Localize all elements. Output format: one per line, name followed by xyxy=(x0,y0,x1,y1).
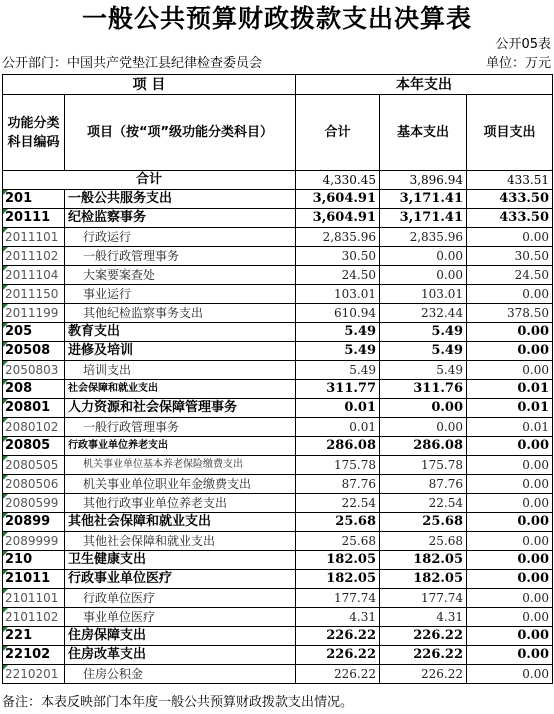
row-basic: 2,835.96 xyxy=(380,228,467,247)
row-project: 433.50 xyxy=(467,209,553,228)
row-total: 0.01 xyxy=(296,399,380,418)
row-code: 2080102 xyxy=(3,418,65,437)
table-row xyxy=(3,475,553,494)
table-row xyxy=(3,190,553,209)
row-total: 177.74 xyxy=(296,589,380,608)
table-row xyxy=(3,399,553,418)
row-total: 5.49 xyxy=(296,361,380,380)
row-total: 5.49 xyxy=(296,323,380,342)
row-project: 0.00 xyxy=(467,494,553,513)
table-row xyxy=(3,304,553,323)
row-total: 3,604.91 xyxy=(296,190,380,209)
row-code: 2080599 xyxy=(3,494,65,513)
row-project: 0.00 xyxy=(467,323,553,342)
row-name: 一般行政管理事务 xyxy=(65,418,296,437)
row-project: 0.00 xyxy=(467,342,553,361)
row-total: 182.05 xyxy=(296,570,380,589)
row-name: 其他纪检监察事务支出 xyxy=(65,304,296,323)
row-name: 卫生健康支出 xyxy=(65,551,296,570)
footnote: 备注：本表反映部门本年度一般公共预算财政拨款支出情况。 xyxy=(2,695,354,710)
total-basic: 3,896.94 xyxy=(380,171,467,190)
row-project: 24.50 xyxy=(467,266,553,285)
row-name: 纪检监察事务 xyxy=(65,209,296,228)
row-basic: 25.68 xyxy=(380,532,467,551)
row-code: 2210201 xyxy=(3,665,65,684)
row-basic: 232.44 xyxy=(380,304,467,323)
row-project: 0.00 xyxy=(467,456,553,475)
table-row xyxy=(3,361,553,380)
row-total: 2,835.96 xyxy=(296,228,380,247)
row-project: 0.00 xyxy=(467,285,553,304)
row-code: 221 xyxy=(3,627,65,646)
row-code: 20508 xyxy=(3,342,65,361)
row-code: 2101102 xyxy=(3,608,65,627)
header-total: 合计 xyxy=(296,95,380,171)
header-basic: 基本支出 xyxy=(380,95,467,171)
row-total: 103.01 xyxy=(296,285,380,304)
row-project: 0.00 xyxy=(467,570,553,589)
row-project: 0.01 xyxy=(467,399,553,418)
row-basic: 226.22 xyxy=(380,627,467,646)
row-code: 201 xyxy=(3,190,65,209)
row-basic: 0.00 xyxy=(380,418,467,437)
row-total: 5.49 xyxy=(296,342,380,361)
table-row xyxy=(3,285,553,304)
header-this-year: 本年支出 xyxy=(296,75,553,95)
row-project: 433.50 xyxy=(467,190,553,209)
total-row xyxy=(3,171,553,190)
row-name: 其他社会保障和就业支出 xyxy=(65,513,296,532)
row-name: 行政事业单位养老支出 xyxy=(65,437,296,456)
table-row xyxy=(3,437,553,456)
row-total: 286.08 xyxy=(296,437,380,456)
row-basic: 103.01 xyxy=(380,285,467,304)
row-total: 25.68 xyxy=(296,532,380,551)
table-row xyxy=(3,418,553,437)
row-basic: 5.49 xyxy=(380,323,467,342)
row-project: 0.00 xyxy=(467,665,553,684)
row-total: 311.77 xyxy=(296,380,380,399)
row-name: 机关事业单位基本养老保险缴费支出 xyxy=(65,456,296,475)
total-total: 4,330.45 xyxy=(296,171,380,190)
row-basic: 3,171.41 xyxy=(380,190,467,209)
row-total: 182.05 xyxy=(296,551,380,570)
row-project: 378.50 xyxy=(467,304,553,323)
unit-label: 单位：万元 xyxy=(485,56,551,71)
row-basic: 5.49 xyxy=(380,361,467,380)
row-code: 2080506 xyxy=(3,475,65,494)
row-name: 事业单位医疗 xyxy=(65,608,296,627)
row-total: 30.50 xyxy=(296,247,380,266)
table-row xyxy=(3,665,553,684)
row-total: 0.01 xyxy=(296,418,380,437)
report-title: 一般公共预算财政拨款支出决算表 xyxy=(81,4,472,33)
row-project: 0.00 xyxy=(467,228,553,247)
row-total: 175.78 xyxy=(296,456,380,475)
row-code: 2089999 xyxy=(3,532,65,551)
row-code: 205 xyxy=(3,323,65,342)
row-code: 20801 xyxy=(3,399,65,418)
row-code: 2101101 xyxy=(3,589,65,608)
row-basic: 226.22 xyxy=(380,646,467,665)
table-row xyxy=(3,532,553,551)
row-code: 2011199 xyxy=(3,304,65,323)
table-row xyxy=(3,570,553,589)
table-row xyxy=(3,342,553,361)
header-code: 功能分类科目编码 xyxy=(3,95,65,171)
table-row xyxy=(3,247,553,266)
row-project: 0.00 xyxy=(467,551,553,570)
row-project: 0.00 xyxy=(467,589,553,608)
row-total: 226.22 xyxy=(296,665,380,684)
row-total: 3,604.91 xyxy=(296,209,380,228)
row-basic: 182.05 xyxy=(380,551,467,570)
row-name: 教育支出 xyxy=(65,323,296,342)
row-basic: 175.78 xyxy=(380,456,467,475)
row-project: 0.00 xyxy=(467,646,553,665)
row-basic: 87.76 xyxy=(380,475,467,494)
row-code: 2011101 xyxy=(3,228,65,247)
row-name: 行政运行 xyxy=(65,228,296,247)
row-code: 210 xyxy=(3,551,65,570)
row-total: 226.22 xyxy=(296,627,380,646)
row-total: 22.54 xyxy=(296,494,380,513)
row-code: 2080505 xyxy=(3,456,65,475)
row-name: 一般行政管理事务 xyxy=(65,247,296,266)
row-code: 20111 xyxy=(3,209,65,228)
row-code: 2011150 xyxy=(3,285,65,304)
expenditure-table xyxy=(2,74,553,684)
row-basic: 0.00 xyxy=(380,247,467,266)
row-name: 住房保障支出 xyxy=(65,627,296,646)
form-number: 公开05表 xyxy=(495,37,551,52)
department-label: 公开部门：中国共产党垫江县纪律检查委员会 xyxy=(2,56,263,71)
row-project: 30.50 xyxy=(467,247,553,266)
header-project-exp: 项目支出 xyxy=(467,95,553,171)
row-basic: 25.68 xyxy=(380,513,467,532)
table-row xyxy=(3,209,553,228)
row-project: 0.01 xyxy=(467,418,553,437)
row-project: 0.01 xyxy=(467,380,553,399)
row-basic: 3,171.41 xyxy=(380,209,467,228)
table-row xyxy=(3,627,553,646)
row-basic: 311.76 xyxy=(380,380,467,399)
row-project: 0.00 xyxy=(467,513,553,532)
row-name: 大案要案查处 xyxy=(65,266,296,285)
row-name: 行政事业单位医疗 xyxy=(65,570,296,589)
table-row xyxy=(3,513,553,532)
row-name: 住房公积金 xyxy=(65,665,296,684)
row-code: 2011102 xyxy=(3,247,65,266)
row-name: 其他社会保障和就业支出 xyxy=(65,532,296,551)
row-name: 培训支出 xyxy=(65,361,296,380)
row-code: 208 xyxy=(3,380,65,399)
table-row xyxy=(3,323,553,342)
row-basic: 286.08 xyxy=(380,437,467,456)
row-code: 20805 xyxy=(3,437,65,456)
row-basic: 22.54 xyxy=(380,494,467,513)
row-name: 其他行政事业单位养老支出 xyxy=(65,494,296,513)
table-row xyxy=(3,646,553,665)
table-row xyxy=(3,456,553,475)
table-row xyxy=(3,266,553,285)
row-name: 一般公共服务支出 xyxy=(65,190,296,209)
row-code: 22102 xyxy=(3,646,65,665)
row-project: 0.00 xyxy=(467,361,553,380)
row-name: 事业运行 xyxy=(65,285,296,304)
header-name: 项目（按“项”级功能分类科目） xyxy=(65,95,296,171)
row-total: 610.94 xyxy=(296,304,380,323)
row-name: 住房改革支出 xyxy=(65,646,296,665)
table-row xyxy=(3,494,553,513)
row-basic: 0.00 xyxy=(380,266,467,285)
row-name: 社会保障和就业支出 xyxy=(65,380,296,399)
total-project: 433.51 xyxy=(467,171,553,190)
row-project: 0.00 xyxy=(467,475,553,494)
row-basic: 226.22 xyxy=(380,665,467,684)
table-row xyxy=(3,551,553,570)
row-name: 进修及培训 xyxy=(65,342,296,361)
table-row xyxy=(3,589,553,608)
row-project: 0.00 xyxy=(467,627,553,646)
row-code: 20899 xyxy=(3,513,65,532)
row-basic: 5.49 xyxy=(380,342,467,361)
row-code: 2050803 xyxy=(3,361,65,380)
row-basic: 177.74 xyxy=(380,589,467,608)
row-name: 机关事业单位职业年金缴费支出 xyxy=(65,475,296,494)
total-label: 合计 xyxy=(3,171,296,190)
row-project: 0.00 xyxy=(467,437,553,456)
table-row xyxy=(3,380,553,399)
row-name: 人力资源和社会保障管理事务 xyxy=(65,399,296,418)
row-name: 行政单位医疗 xyxy=(65,589,296,608)
row-code: 2011104 xyxy=(3,266,65,285)
table-row xyxy=(3,228,553,247)
row-total: 226.22 xyxy=(296,646,380,665)
row-total: 87.76 xyxy=(296,475,380,494)
row-project: 0.00 xyxy=(467,608,553,627)
row-code: 21011 xyxy=(3,570,65,589)
header-project: 项 目 xyxy=(3,75,296,95)
row-basic: 182.05 xyxy=(380,570,467,589)
table-row xyxy=(3,608,553,627)
row-total: 25.68 xyxy=(296,513,380,532)
row-basic: 0.00 xyxy=(380,399,467,418)
row-total: 4.31 xyxy=(296,608,380,627)
row-total: 24.50 xyxy=(296,266,380,285)
row-basic: 4.31 xyxy=(380,608,467,627)
row-project: 0.00 xyxy=(467,532,553,551)
